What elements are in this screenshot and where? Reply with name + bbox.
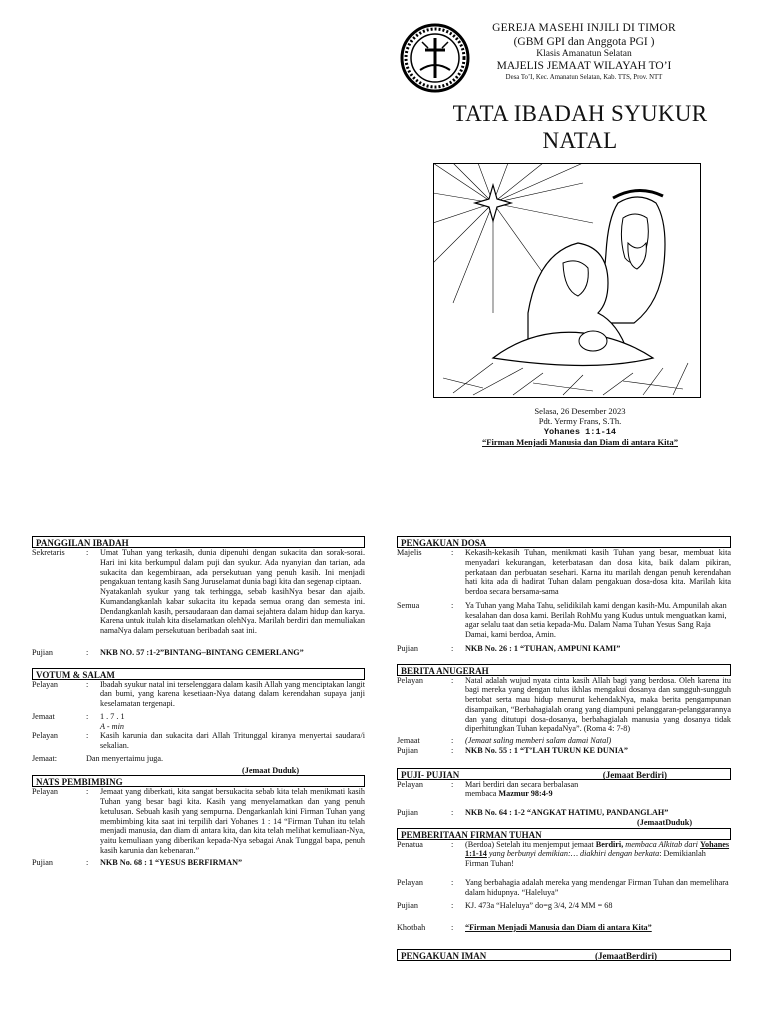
song-reference: NKB No. 55 : 1 “T’LAH TURUN KE DUNIA” bbox=[465, 745, 628, 755]
liturgy-row bbox=[32, 766, 365, 776]
church-address: Desa To’I, Kec. Amanatun Selatan, Kab. TTS, Prov. NTT bbox=[505, 73, 663, 81]
liturgy-row: Jemaat : 1 . 7 . 1 bbox=[32, 711, 125, 721]
left-column bbox=[32, 536, 365, 867]
right-column bbox=[397, 536, 731, 962]
song-reference: NKB No. 64 : 1-2 “ANGKAT HATIMU, PANDANGLAH” bbox=[465, 808, 669, 817]
liturgy-row: A - min bbox=[100, 721, 124, 731]
section-heading-pemberitaan-firman: PEMBERITAAN FIRMAN TUHAN bbox=[397, 828, 731, 840]
liturgy-row: Pelayan : Jemaat yang diberkati, kita sangat bersukacita sebab kita telah menikmati kasih Tuhan yang besar bagi kita. Kasih yang menyelamatkan dan yang penuh ketulusan. Sebuah kasih yang sempurna. Dengarkanlah kini Firman Tuhan yang membimbing kita saat ini terpilih dari Yohanes 1 : 14 “Firman Tuhan itu telah menjadi manusia, dan diam di antara kita, dan kita telah melihat kemuliaan-Nya, yaitu kemuliaan yang diberikan kepada-Nya sebagai Anak Tunggal bapa, penuh kasih karunia dan kebenaran.” bbox=[32, 787, 365, 855]
church-name: GEREJA MASEHI INJILI DI TIMOR bbox=[492, 22, 676, 34]
klasis: Klasis Amanatun Selatan bbox=[536, 49, 632, 60]
liturgy-row: Jemaat : (Jemaat saling memberi salam damai Natal) bbox=[397, 736, 612, 745]
section-heading-pengakuan-dosa: PENGAKUAN DOSA bbox=[397, 536, 731, 548]
liturgy-row: Majelis : Kekasih-kekasih Tuhan, menikmati kasih Tuhan yang besar, membuat kita menyadari kekurangan, keterbatasan dan dosa kita, baik dalam pikiran, perkataan dan perbuatan sesehari. Karna itu marilah dengan penuh kerendahan hati kita ada di hadirat Tuhan dalam pengakuan dosa-dosa kita. Marilah kita berdoa secara bersama-sama bbox=[397, 548, 731, 596]
service-info bbox=[430, 406, 730, 447]
liturgy-row: Pelayan : Yang berbahagia adalah mereka yang mendengar Firman Tuhan dan memelihara dalam hidupnya. “Haleluya” bbox=[397, 877, 729, 897]
song-reference: NKB No. 68 : 1 “YESUS BERFIRMAN” bbox=[100, 857, 243, 867]
sermon-theme: “Firman Menjadi Manusia dan Diam di antara Kita” bbox=[482, 436, 678, 447]
liturgy-row: Pujian : NKB NO. 57 :1-2”BINTANG–BINTANG CEMERLANG” bbox=[32, 648, 365, 658]
liturgy-row: Pujian : NKB No. 55 : 1 “T’LAH TURUN KE DUNIA” bbox=[397, 746, 731, 756]
section-heading-pengakuan-iman: PENGAKUAN IMAN (JemaatBerdiri) bbox=[397, 949, 731, 961]
liturgy-row: Semua : Ya Tuhan yang Maha Tahu, selidikilah kami dengan kasih-Mu. Ampunilah akan kesalahan dan dosa kami. Berilah RohMu yang Kudus untuk menguatkan kami, agar selalu taat dan setia kepada-Mu. Dalam Nama Tuhan Yesus Sang Raja Damai, kami berdoa, Amin. bbox=[397, 600, 727, 639]
liturgy-row: Pujian : KJ. 473a “Haleluya” do=g 3/4, 2/4 MM = 68 bbox=[397, 901, 613, 911]
liturgy-row: Pujian : NKB No. 68 : 1 “YESUS BERFIRMAN” bbox=[32, 858, 365, 868]
section-heading-berita-anugerah: BERITA ANUGERAH bbox=[397, 664, 731, 676]
liturgy-row: Pujian : NKB No. 64 : 1-2 “ANGKAT HATIMU, PANDANGLAH” bbox=[397, 808, 731, 818]
section-heading-panggilan: PANGGILAN IBADAH bbox=[32, 536, 365, 548]
song-reference: NKB No. 26 : 1 “TUHAN, AMPUNI KAMI” bbox=[465, 643, 621, 653]
page-title: TATA IBADAH SYUKUR NATAL bbox=[452, 101, 708, 154]
song-reference: NKB NO. 57 :1-2”BINTANG–BINTANG CEMERLANG” bbox=[100, 647, 304, 657]
liturgy-row: Pelayan : Mari berdiri dan secara berbalasan membaca Mazmur 98:4-9 bbox=[397, 779, 579, 799]
liturgy-row: Sekretaris : Umat Tuhan yang terkasih, dunia dipenuhi dengan sukacita dan sorak-sorai. Hari ini kita berkumpul dalam puji dan syukur. Ada nyanyian dan tarian, ada sukacita dan kegembiraan, ada persekutuan yang penuh kasih. Ini menjadi pengakuan tentang kasih Sang Juruselamat dunia bagi kita dan segenap ciptaan. bbox=[32, 548, 365, 587]
church-header bbox=[468, 22, 700, 82]
liturgy-row: Nyatakanlah syukur yang tak terhingga, sebab kasihNya besar dan ajaib. Kumandangkanlah kabar sukacita itu kepada semua orang dan semesta ini. Dendangkanlah kasih, persaudaraan dan damai sejahtera dalam hidup dan karya. Karena untuk itulah kita diselamatkan olehNya. Marilah berdiri dan memuliakan namaNya dalam persekutuan beribadah saat ini. bbox=[100, 587, 365, 635]
sermon-theme: “Firman Menjadi Manusia dan Diam di antara Kita” bbox=[465, 923, 652, 932]
liturgy-row: Pujian : NKB No. 26 : 1 “TUHAN, AMPUNI KAMI” bbox=[397, 644, 731, 654]
section-heading-nats: NATS PEMBIMBING bbox=[32, 775, 365, 787]
liturgy-row: Pelayan : Kasih karunia dan sukacita dari Allah Tritunggal kiranya menyertai saudara/i sekalian. bbox=[32, 731, 365, 750]
scripture-reference: Yohanes 1:1-14 bbox=[543, 426, 617, 437]
church-affiliation: (GBM GPI dan Anggota PGI ) bbox=[513, 35, 655, 48]
service-date: Selasa, 26 Desember 2023 bbox=[534, 406, 626, 416]
liturgy-row: Jemaat: Dan menyertaimu juga. bbox=[32, 753, 164, 763]
nativity-illustration bbox=[433, 163, 701, 398]
section-heading-votum: VOTUM & SALAM bbox=[32, 668, 365, 680]
liturgy-row: Khotbah : “Firman Menjadi Manusia dan Diam di antara Kita” bbox=[397, 923, 731, 933]
preacher: Pdt. Yermy Frans, S.Th. bbox=[538, 416, 622, 427]
congregation-instruction: (Jemaat Duduk) bbox=[242, 765, 300, 775]
liturgy-row: Penatua : (Berdoa) Setelah itu menjemput jemaat Berdiri, membaca Alkitab dari Yohanes 1:1-14 yang berbunyi demikian:… diakhiri dengan berkata: Demikianlah Firman Tuhan! bbox=[397, 839, 730, 868]
congregation-instruction: (JemaatDuduk) bbox=[637, 817, 693, 827]
church-seal-logo bbox=[400, 18, 470, 98]
liturgy-row: Pelayan : Ibadah syukur natal ini terselenggara dalam kasih Allah yang menciptakan langit dan bumi, yang karena kesetiaan-Nya datang dalam kerendahan supaya janji keselamatan tergenapi. bbox=[32, 679, 365, 708]
section-heading-puji-pujian: PUJI- PUJIAN (Jemaat Berdiri) bbox=[397, 768, 731, 780]
liturgy-row: Pelayan : Natal adalah wujud nyata cinta kasih Allah bagi yang berdosa. Oleh karena itu bagi mereka yang dengan tulus ikhlas mengakui dosanya dan sungguh-sungguh bertobat serta mau hidup menurut kehendakNya, maka berita pengampunan disampaikan, “Berbahagialah orang yang diampuni pelanggaran-pelanggarannya dan yang ditutupi dosa-dosanya, berbahagialah manusia yang dosanya tidak diperhitungkan Tuhan kepadaNya”. (Roma 4: 7-8) bbox=[397, 675, 731, 734]
liturgy-row bbox=[397, 818, 731, 828]
majelis-name: MAJELIS JEMAAT WILAYAH TO’I bbox=[496, 60, 672, 73]
